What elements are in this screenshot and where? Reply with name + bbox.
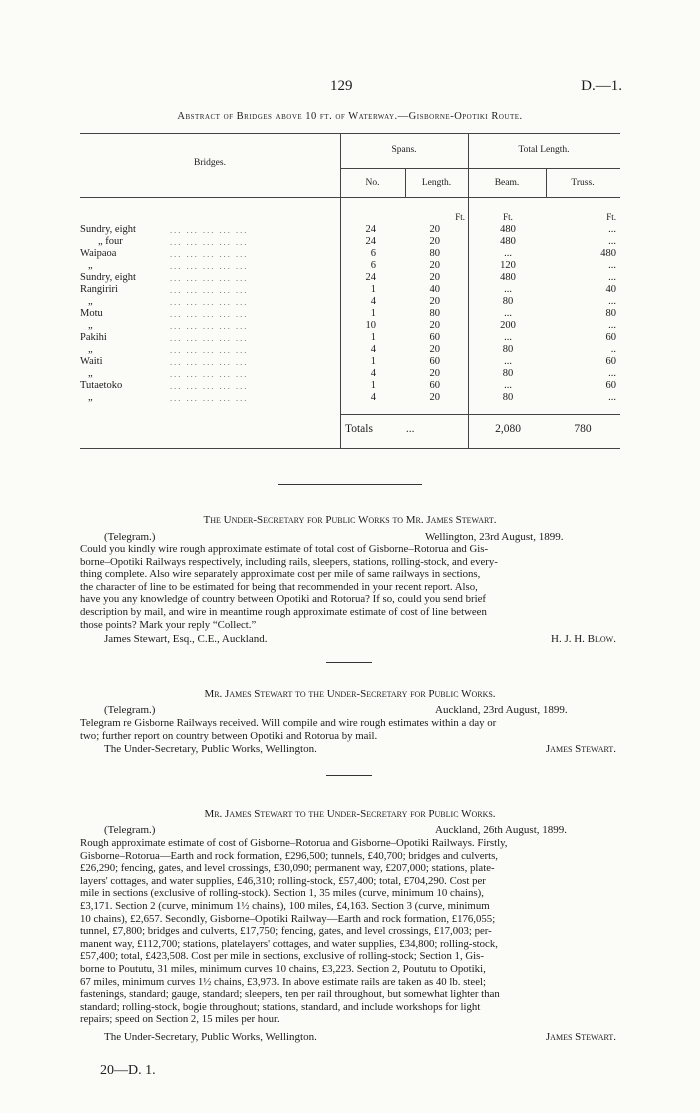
row-beam: 80 bbox=[502, 368, 514, 379]
telegram3-line: mile in sections (exclusive of rolling-stock). Section 1, 35 miles (curve, minimum 10 chains), bbox=[80, 887, 484, 900]
telegram3-line: layers' cottages, and water supplies, £46,310; rolling-stock, £57,400; total, £704,290. Cost per bbox=[80, 874, 486, 887]
row-length: 20 bbox=[429, 272, 440, 283]
row-name: „ four bbox=[98, 236, 123, 247]
telegram1-heading bbox=[0, 514, 700, 526]
telegram1-addressee: James Stewart, Esq., C.E., Auckland. bbox=[104, 633, 268, 645]
telegram3-line: 67 miles, minimum curves 1½ chains, £3,973. In above estimate rails are taken as 40 lb. steel; bbox=[80, 975, 486, 988]
row-length: 40 bbox=[429, 284, 440, 295]
telegram3-line: £3,171. Section 2 (curve, minimum 1½ chains), 100 miles, £4,163. Section 3 (curve, minimum bbox=[80, 899, 490, 912]
row-no: 10 bbox=[365, 320, 376, 331]
telegram3-line: repairs; speed on Section 2, 15 miles per hour. bbox=[80, 1013, 280, 1026]
row-dots: ... ... ... ... ... bbox=[170, 249, 249, 259]
telegram2-addressee: The Under-Secretary, Public Works, Wellington. bbox=[104, 743, 317, 755]
totals-label-text: Totals bbox=[345, 423, 373, 435]
row-no: 1 bbox=[370, 380, 376, 391]
row-no: 24 bbox=[365, 236, 376, 247]
row-truss: ... bbox=[608, 272, 616, 283]
telegram3-line: £26,290; fencing, gates, and level crossings, £30,090; permanent way, £207,000; stations, plate- bbox=[80, 862, 495, 875]
row-dots: ... ... ... ... ... bbox=[170, 381, 249, 391]
totals-truss: 780 bbox=[574, 423, 592, 435]
telegram3-line: 10 chains), £2,657. Secondly, Gisborne–Opotiki Railway—Earth and rock formation, £176,055; bbox=[80, 912, 496, 925]
row-beam: ... bbox=[504, 332, 512, 343]
row-length: 60 bbox=[429, 380, 440, 391]
row-no: 4 bbox=[370, 344, 376, 355]
row-beam: 80 bbox=[502, 344, 514, 355]
row-truss: ... bbox=[608, 224, 616, 235]
telegram1-tag: (Telegram.) bbox=[104, 531, 156, 543]
header-bridges: Bridges. bbox=[194, 158, 226, 168]
row-length: 20 bbox=[429, 392, 440, 403]
row-length: 20 bbox=[429, 296, 440, 307]
telegram1-body bbox=[80, 543, 620, 631]
row-no: 1 bbox=[370, 356, 376, 367]
row-no: 4 bbox=[370, 296, 376, 307]
row-truss: ... bbox=[608, 236, 616, 247]
row-truss: ... bbox=[608, 368, 616, 379]
row-beam: 480 bbox=[500, 224, 516, 235]
row-truss: 80 bbox=[605, 308, 616, 319]
row-name: „ bbox=[88, 392, 93, 403]
row-length: 60 bbox=[429, 332, 440, 343]
telegram1-line: description by mail, and wire in meantime rough approximate estimate of cost of line between bbox=[80, 605, 487, 618]
row-name: Sundry, eight bbox=[80, 272, 136, 283]
row-length: 20 bbox=[429, 224, 440, 235]
row-no: 24 bbox=[365, 272, 376, 283]
row-beam: 80 bbox=[502, 392, 514, 403]
row-truss: ... bbox=[608, 296, 616, 307]
telegram1-line: borne–Opotiki Railways respectively, including rails, sleepers, stations, rolling-stock, and every- bbox=[80, 555, 498, 568]
row-no: 1 bbox=[370, 284, 376, 295]
row-length: 20 bbox=[429, 344, 440, 355]
telegram3-tag: (Telegram.) bbox=[104, 824, 156, 836]
telegram1-signature bbox=[420, 633, 616, 646]
header-truss: Truss. bbox=[571, 178, 595, 188]
row-length: 20 bbox=[429, 236, 440, 247]
telegram3-body bbox=[80, 837, 620, 1026]
totals-beam: 2,080 bbox=[495, 423, 521, 435]
table-bottom-rule bbox=[80, 448, 620, 449]
telegram2-line: Telegram re Gisborne Railways received. Will compile and wire rough estimates within a day or bbox=[80, 717, 497, 729]
telegram1-line: the character of line to be estimated for being that recommended in your recent report. Also, bbox=[80, 580, 478, 593]
row-length: 80 bbox=[429, 248, 440, 259]
telegram3-heading bbox=[0, 808, 700, 820]
row-dots: ... ... ... ... ... bbox=[170, 357, 249, 367]
row-no: 24 bbox=[365, 224, 376, 235]
telegram3-line: standard; rolling-stock, bogie throughout; stations, standard, and include workshops for light bbox=[80, 1000, 481, 1013]
row-length: 20 bbox=[429, 320, 440, 331]
telegram2-signature bbox=[420, 743, 616, 756]
row-dots: ... ... ... ... ... bbox=[170, 297, 249, 307]
telegram2-dateline: Auckland, 23rd August, 1899. bbox=[435, 704, 568, 716]
row-no: 4 bbox=[370, 368, 376, 379]
row-name: „ bbox=[88, 260, 93, 271]
telegram3-dateline: Auckland, 26th August, 1899. bbox=[435, 824, 567, 836]
row-beam: ... bbox=[504, 380, 512, 391]
row-name: Pakihi bbox=[80, 332, 107, 343]
footer-signature-mark: 20—D. 1. bbox=[100, 1063, 156, 1078]
row-name: Tutaetoko bbox=[80, 380, 123, 391]
row-truss: ... bbox=[608, 320, 616, 331]
row-truss: 60 bbox=[605, 332, 616, 343]
row-name: Motu bbox=[80, 308, 103, 319]
telegram1-heading-text: The Under-Secretary for Public Works to Mr. James Stewart. bbox=[203, 514, 497, 526]
telegram3-line: fastenings, standard; gauge, standard; sleepers, ten per rail throughout, but somewhat lighter than bbox=[80, 988, 500, 1001]
row-beam: 120 bbox=[500, 260, 516, 271]
row-dots: ... ... ... ... ... bbox=[170, 285, 249, 295]
row-truss: 480 bbox=[600, 248, 616, 259]
header-length: Length. bbox=[421, 178, 452, 188]
unit-beam: Ft. bbox=[503, 212, 513, 222]
telegram2-signature-text: James Stewart. bbox=[545, 743, 616, 755]
row-name: „ bbox=[88, 368, 93, 379]
telegram3-line: tunnel, £7,800; bridges and culverts, £17,750; fencing, gates, and level crossings, £17,003; per- bbox=[80, 925, 492, 938]
separator-rule-3 bbox=[326, 775, 372, 776]
row-beam: ... bbox=[504, 356, 512, 367]
row-no: 6 bbox=[370, 260, 376, 271]
telegram3-line: Gisborne–Rotorua—Earth and rock formation, £296,500; tunnels, £40,700; bridges and culverts, bbox=[80, 849, 498, 862]
row-truss: 60 bbox=[605, 380, 616, 391]
telegram2-body bbox=[80, 717, 620, 742]
telegram1-signature-text: H. J. H. Blow. bbox=[551, 633, 616, 645]
row-name: „ bbox=[88, 296, 93, 307]
row-beam: ... bbox=[504, 284, 512, 295]
row-dots: ... ... ... ... ... bbox=[170, 309, 249, 319]
row-name: Sundry, eight bbox=[80, 224, 136, 235]
telegram2-tag: (Telegram.) bbox=[104, 704, 156, 716]
row-name: „ bbox=[88, 344, 93, 355]
row-truss: 60 bbox=[605, 356, 616, 367]
row-beam: 480 bbox=[500, 236, 516, 247]
page-number: 129 bbox=[330, 78, 353, 94]
abstract-title bbox=[0, 111, 700, 122]
telegram3-line: manent way, £112,700; stations, platelayers' cottages, and water supplies, £34,800; rolling-stock, bbox=[80, 937, 498, 950]
telegram3-line: Rough approximate estimate of cost of Gisborne–Rotorua and Gisborne–Opotiki Railways. Firstly, bbox=[80, 837, 508, 849]
row-name: Rangiriri bbox=[80, 284, 118, 295]
row-no: 1 bbox=[370, 308, 376, 319]
telegram3-signature bbox=[420, 1031, 616, 1044]
telegram1-line: thing complete. Also wire separately approximate cost per mile of same railways in sections, bbox=[80, 568, 481, 581]
telegram3-heading-text: Mr. James Stewart to the Under-Secretary for Public Works. bbox=[204, 808, 496, 820]
telegram3-line: borne to Poututu, 31 miles, minimum curves 10 chains, £3,223. Section 2, Poututu to Opotiki, bbox=[80, 962, 486, 975]
unit-truss: Ft. bbox=[606, 212, 616, 222]
row-dots: ... ... ... ... ... bbox=[170, 225, 249, 235]
telegram3-line: £57,400; total, £423,508. Cost per mile in sections, exclusive of rolling-stock; Section 1, Gis- bbox=[80, 950, 484, 963]
header-spans: Spans. bbox=[391, 145, 417, 155]
telegram3-addressee: The Under-Secretary, Public Works, Wellington. bbox=[104, 1031, 317, 1043]
row-length: 60 bbox=[429, 356, 440, 367]
totals-label bbox=[345, 423, 460, 435]
row-no: 6 bbox=[370, 248, 376, 259]
table-top-rule bbox=[80, 133, 620, 134]
row-length: 20 bbox=[429, 260, 440, 271]
row-dots: ... ... ... ... ... bbox=[170, 261, 249, 271]
separator-rule-2 bbox=[326, 662, 372, 663]
header-no: No. bbox=[365, 178, 380, 188]
row-no: 1 bbox=[370, 332, 376, 343]
row-length: 80 bbox=[429, 308, 440, 319]
row-beam: 480 bbox=[500, 272, 516, 283]
telegram1-dateline: Wellington, 23rd August, 1899. bbox=[425, 531, 564, 543]
page-code: D.—1. bbox=[581, 78, 622, 94]
row-truss: 40 bbox=[605, 284, 616, 295]
table-totals-rule bbox=[340, 414, 620, 415]
row-dots: ... ... ... ... ... bbox=[170, 333, 249, 343]
row-dots: ... ... ... ... ... bbox=[170, 369, 249, 379]
telegram1-line: Could you kindly wire rough approximate estimate of total cost of Gisborne–Rotorua and Gis- bbox=[80, 543, 489, 555]
row-name: Waiti bbox=[80, 356, 103, 367]
row-beam: ... bbox=[504, 308, 512, 319]
row-name: „ bbox=[88, 320, 93, 331]
row-dots: ... ... ... ... ... bbox=[170, 393, 249, 403]
separator-rule bbox=[278, 484, 422, 485]
row-truss: .. bbox=[610, 344, 616, 355]
row-beam: 80 bbox=[502, 296, 514, 307]
telegram3-signature-text: James Stewart. bbox=[545, 1031, 616, 1043]
row-dots: ... ... ... ... ... bbox=[170, 345, 249, 355]
row-no: 4 bbox=[370, 392, 376, 403]
telegram2-heading-text: Mr. James Stewart to the Under-Secretary for Public Works. bbox=[204, 688, 496, 700]
table-header-rule bbox=[80, 197, 620, 198]
header-total-length: Total Length. bbox=[518, 145, 570, 155]
row-length: 20 bbox=[429, 368, 440, 379]
row-dots: ... ... ... ... ... bbox=[170, 273, 249, 283]
table-subheader-rule bbox=[340, 168, 620, 169]
unit-length: Ft. bbox=[455, 212, 465, 222]
row-dots: ... ... ... ... ... bbox=[170, 237, 249, 247]
row-dots: ... ... ... ... ... bbox=[170, 321, 249, 331]
totals-dots: ... bbox=[405, 423, 415, 435]
header-beam: Beam. bbox=[494, 178, 520, 188]
abstract-title-text: Abstract of Bridges above 10 ft. of Waterway.—Gisborne-Opotiki Route. bbox=[177, 111, 523, 122]
telegram1-line: those points? Mark your reply “Collect.” bbox=[80, 618, 257, 631]
row-truss: ... bbox=[608, 392, 616, 403]
row-truss: ... bbox=[608, 260, 616, 271]
row-name: Waipaoa bbox=[80, 248, 117, 259]
telegram2-heading bbox=[0, 688, 700, 700]
telegram1-line: have you any knowledge of country between Opotiki and Rotorua? If so, could you send brief bbox=[80, 593, 486, 606]
telegram2-line: two; further report on country between Opotiki and Rotorua by mail. bbox=[80, 729, 378, 742]
row-beam: ... bbox=[504, 248, 512, 259]
row-beam: 200 bbox=[500, 320, 516, 331]
